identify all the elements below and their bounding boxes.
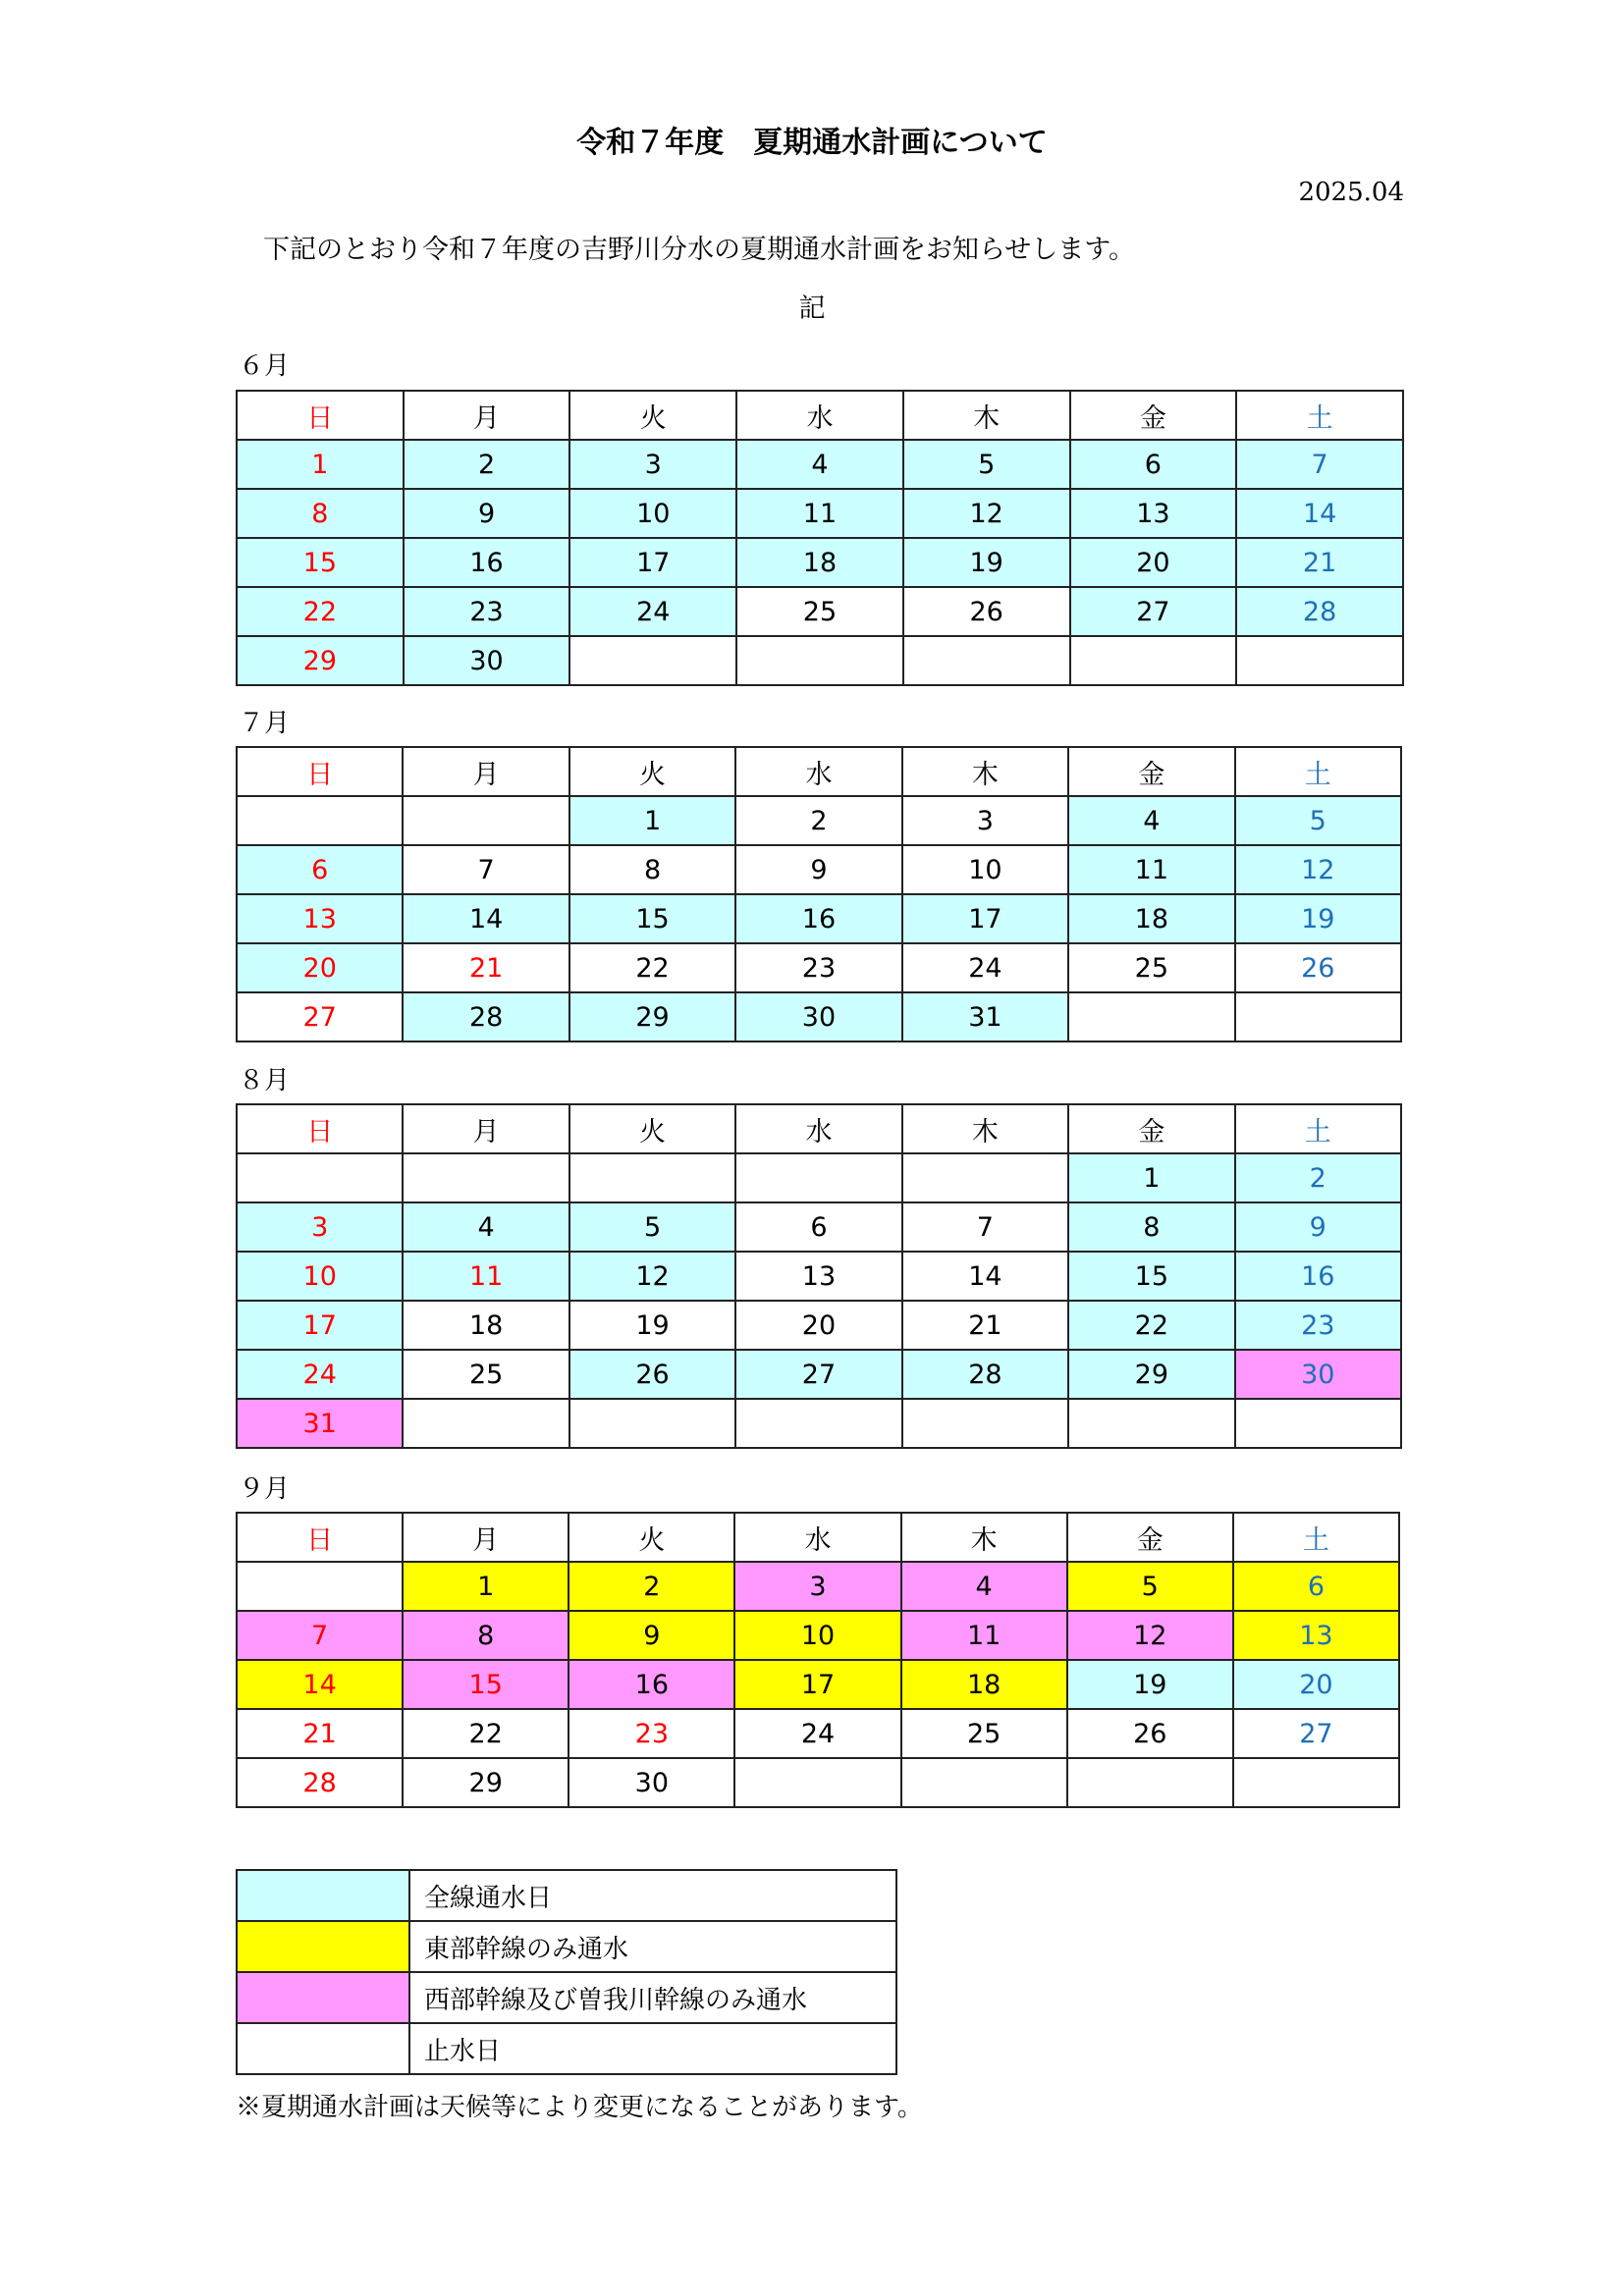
calendar-day-cell bbox=[902, 1399, 1068, 1448]
calendar-week-row bbox=[237, 587, 1403, 636]
calendar-week-row bbox=[237, 1252, 1401, 1301]
calendar-day-cell: 24 bbox=[902, 943, 1068, 992]
calendar-day-cell: 14 bbox=[902, 1252, 1068, 1301]
calendar-day-cell: 25 bbox=[1068, 943, 1234, 992]
calendar-week-row bbox=[237, 1611, 1399, 1660]
calendar-day-cell: 5 bbox=[569, 1202, 735, 1252]
calendar-day-cell: 1 bbox=[403, 1562, 568, 1611]
calendar-day-cell: 6 bbox=[1233, 1562, 1399, 1611]
calendar-day-cell: 29 bbox=[403, 1758, 568, 1807]
calendar-week-row bbox=[237, 796, 1401, 845]
calendar-day-cell: 23 bbox=[1235, 1301, 1401, 1350]
ki-heading: 記 bbox=[798, 294, 826, 324]
calendar-day-cell: 16 bbox=[568, 1660, 734, 1709]
calendar-day-cell: 29 bbox=[1068, 1350, 1234, 1399]
weekday-header: 月 bbox=[404, 391, 570, 440]
calendar-day-cell: 2 bbox=[568, 1562, 734, 1611]
calendar-day-cell: 24 bbox=[734, 1709, 900, 1758]
calendar-day-cell: 3 bbox=[902, 796, 1068, 845]
weekday-header: 木 bbox=[903, 391, 1070, 440]
calendar-day-cell: 29 bbox=[237, 636, 404, 685]
legend-swatch bbox=[237, 2023, 409, 2074]
calendar-day-cell: 12 bbox=[1067, 1611, 1233, 1660]
weekday-header: 土 bbox=[1235, 1104, 1401, 1153]
calendar-day-cell bbox=[735, 1153, 901, 1202]
calendar-day-cell: 3 bbox=[734, 1562, 900, 1611]
calendar-day-cell bbox=[734, 1758, 900, 1807]
calendar-day-cell bbox=[736, 636, 903, 685]
calendar-week-row bbox=[237, 1301, 1401, 1350]
calendar-day-cell: 7 bbox=[237, 1611, 403, 1660]
calendar-day-cell bbox=[1235, 1399, 1401, 1448]
calendar-day-cell: 5 bbox=[903, 440, 1070, 489]
legend-row bbox=[237, 1870, 896, 1921]
calendar-day-cell: 30 bbox=[1235, 1350, 1401, 1399]
calendar-day-cell: 13 bbox=[237, 894, 403, 943]
calendar-day-cell: 25 bbox=[736, 587, 903, 636]
calendar-day-cell: 30 bbox=[568, 1758, 734, 1807]
calendar-day-cell: 16 bbox=[735, 894, 901, 943]
calendar-day-cell bbox=[1067, 1758, 1233, 1807]
calendar-day-cell: 9 bbox=[568, 1611, 734, 1660]
calendar-day-cell bbox=[403, 796, 568, 845]
legend-swatch bbox=[237, 1870, 409, 1921]
month-label: ７月 bbox=[239, 709, 291, 738]
calendar-week-row bbox=[237, 1562, 1399, 1611]
calendar-day-cell: 22 bbox=[403, 1709, 568, 1758]
weekday-header: 土 bbox=[1235, 747, 1401, 796]
calendar-week-row bbox=[237, 992, 1401, 1041]
calendar-day-cell: 4 bbox=[403, 1202, 568, 1252]
calendar-day-cell: 10 bbox=[902, 845, 1068, 894]
calendar-day-cell: 20 bbox=[1233, 1660, 1399, 1709]
calendar-day-cell: 18 bbox=[1068, 894, 1234, 943]
calendar-day-cell: 14 bbox=[1236, 489, 1403, 538]
calendar-day-cell: 11 bbox=[403, 1252, 568, 1301]
weekday-header: 火 bbox=[568, 1513, 734, 1562]
calendar-day-cell: 1 bbox=[237, 440, 404, 489]
calendar-day-cell: 6 bbox=[735, 1202, 901, 1252]
calendar-day-cell bbox=[237, 1562, 403, 1611]
calendar-day-cell: 13 bbox=[1070, 489, 1237, 538]
calendar-day-cell: 8 bbox=[1068, 1202, 1234, 1252]
weekday-header: 日 bbox=[237, 1513, 403, 1562]
calendar-day-cell bbox=[1233, 1758, 1399, 1807]
calendar-day-cell bbox=[569, 1399, 735, 1448]
weekday-header: 木 bbox=[902, 1104, 1068, 1153]
calendar-day-cell: 11 bbox=[736, 489, 903, 538]
weekday-header: 火 bbox=[569, 391, 736, 440]
calendar-day-cell: 23 bbox=[568, 1709, 734, 1758]
calendar-week-row bbox=[237, 1709, 1399, 1758]
calendar-day-cell: 18 bbox=[736, 538, 903, 587]
calendar-week-row bbox=[237, 636, 1403, 685]
calendar-day-cell: 10 bbox=[734, 1611, 900, 1660]
weekday-header: 月 bbox=[403, 747, 568, 796]
legend-row bbox=[237, 1972, 896, 2023]
calendar-day-cell: 8 bbox=[569, 845, 735, 894]
weekday-header-row bbox=[237, 391, 1403, 440]
weekday-header: 金 bbox=[1070, 391, 1237, 440]
calendar-day-cell bbox=[902, 1153, 1068, 1202]
calendar-day-cell: 19 bbox=[903, 538, 1070, 587]
calendar-day-cell: 26 bbox=[1067, 1709, 1233, 1758]
calendar-day-cell: 13 bbox=[735, 1252, 901, 1301]
calendar-day-cell: 9 bbox=[1235, 1202, 1401, 1252]
weekday-header: 日 bbox=[237, 747, 403, 796]
calendar-day-cell bbox=[1068, 992, 1234, 1041]
calendar-table bbox=[236, 1512, 1400, 1808]
calendar-day-cell: 27 bbox=[1070, 587, 1237, 636]
footnote: ※夏期通水計画は天候等により変更になることがあります。 bbox=[236, 2093, 923, 2122]
calendar-day-cell: 10 bbox=[569, 489, 736, 538]
calendar-day-cell: 25 bbox=[403, 1350, 568, 1399]
calendar-day-cell: 28 bbox=[902, 1350, 1068, 1399]
calendar-day-cell: 21 bbox=[1236, 538, 1403, 587]
calendar-day-cell: 7 bbox=[403, 845, 568, 894]
calendar-day-cell: 28 bbox=[1236, 587, 1403, 636]
weekday-header: 土 bbox=[1236, 391, 1403, 440]
calendar-day-cell: 4 bbox=[1068, 796, 1234, 845]
calendar-day-cell: 27 bbox=[237, 992, 403, 1041]
calendar-day-cell: 17 bbox=[569, 538, 736, 587]
weekday-header: 水 bbox=[735, 747, 901, 796]
calendar-day-cell: 9 bbox=[735, 845, 901, 894]
calendar-day-cell: 20 bbox=[735, 1301, 901, 1350]
calendar-day-cell: 12 bbox=[569, 1252, 735, 1301]
calendar-week-row bbox=[237, 894, 1401, 943]
calendar-day-cell: 2 bbox=[1235, 1153, 1401, 1202]
calendar-day-cell: 7 bbox=[1236, 440, 1403, 489]
calendar-day-cell bbox=[237, 796, 403, 845]
calendar-day-cell: 12 bbox=[903, 489, 1070, 538]
calendar-day-cell: 25 bbox=[901, 1709, 1067, 1758]
calendar-day-cell: 18 bbox=[403, 1301, 568, 1350]
legend-label: 止水日 bbox=[409, 2023, 896, 2074]
weekday-header: 木 bbox=[901, 1513, 1067, 1562]
calendar-day-cell: 17 bbox=[902, 894, 1068, 943]
calendar-week-row bbox=[237, 1399, 1401, 1448]
calendar-day-cell: 17 bbox=[237, 1301, 403, 1350]
weekday-header: 火 bbox=[569, 747, 735, 796]
calendar-day-cell: 15 bbox=[569, 894, 735, 943]
calendar-day-cell: 1 bbox=[569, 796, 735, 845]
calendar-day-cell: 29 bbox=[569, 992, 735, 1041]
calendar-day-cell: 12 bbox=[1235, 845, 1401, 894]
calendar-day-cell: 28 bbox=[237, 1758, 403, 1807]
calendar-day-cell: 26 bbox=[903, 587, 1070, 636]
calendar-day-cell: 15 bbox=[237, 538, 404, 587]
calendar-day-cell: 10 bbox=[237, 1252, 403, 1301]
document-date: 2025.04 bbox=[1298, 178, 1404, 207]
calendar-day-cell: 14 bbox=[403, 894, 568, 943]
month-label: ８月 bbox=[239, 1066, 291, 1095]
calendar-table bbox=[236, 1103, 1402, 1449]
calendar-day-cell: 21 bbox=[403, 943, 568, 992]
calendar-week-row bbox=[237, 1153, 1401, 1202]
calendar-day-cell: 28 bbox=[403, 992, 568, 1041]
calendar-day-cell: 8 bbox=[403, 1611, 568, 1660]
calendar-week-row bbox=[237, 943, 1401, 992]
calendar-day-cell: 2 bbox=[404, 440, 570, 489]
calendar-day-cell: 31 bbox=[902, 992, 1068, 1041]
calendar-day-cell: 4 bbox=[901, 1562, 1067, 1611]
calendar-day-cell: 23 bbox=[404, 587, 570, 636]
calendar-day-cell: 22 bbox=[237, 587, 404, 636]
calendar-day-cell: 19 bbox=[569, 1301, 735, 1350]
weekday-header: 金 bbox=[1068, 747, 1234, 796]
legend-table bbox=[236, 1869, 897, 2075]
calendar-day-cell: 20 bbox=[1070, 538, 1237, 587]
calendar-day-cell bbox=[1070, 636, 1237, 685]
weekday-header: 金 bbox=[1068, 1104, 1234, 1153]
calendar-day-cell: 30 bbox=[735, 992, 901, 1041]
page-title: 令和７年度 夏期通水計画について bbox=[576, 126, 1048, 160]
calendar-day-cell bbox=[1068, 1399, 1234, 1448]
calendar-day-cell: 2 bbox=[735, 796, 901, 845]
calendar-day-cell bbox=[1235, 992, 1401, 1041]
calendar-day-cell: 8 bbox=[237, 489, 404, 538]
calendar-day-cell: 17 bbox=[734, 1660, 900, 1709]
calendar-day-cell: 4 bbox=[736, 440, 903, 489]
calendar-day-cell: 6 bbox=[1070, 440, 1237, 489]
calendar-day-cell bbox=[1236, 636, 1403, 685]
calendar-day-cell bbox=[569, 636, 736, 685]
weekday-header: 水 bbox=[735, 1104, 901, 1153]
calendar-day-cell: 3 bbox=[237, 1202, 403, 1252]
month-label: ６月 bbox=[239, 351, 291, 381]
legend-row bbox=[237, 1921, 896, 1972]
calendar-day-cell: 18 bbox=[901, 1660, 1067, 1709]
legend-swatch bbox=[237, 1921, 409, 1972]
calendar-week-row bbox=[237, 1758, 1399, 1807]
calendar-day-cell: 6 bbox=[237, 845, 403, 894]
weekday-header: 木 bbox=[902, 747, 1068, 796]
calendar-day-cell bbox=[237, 1153, 403, 1202]
calendar-week-row bbox=[237, 845, 1401, 894]
weekday-header: 日 bbox=[237, 1104, 403, 1153]
calendar-day-cell: 3 bbox=[569, 440, 736, 489]
month-label: ９月 bbox=[239, 1474, 291, 1504]
weekday-header-row bbox=[237, 747, 1401, 796]
calendar-week-row bbox=[237, 1660, 1399, 1709]
calendar-day-cell: 19 bbox=[1067, 1660, 1233, 1709]
weekday-header: 水 bbox=[736, 391, 903, 440]
weekday-header: 火 bbox=[569, 1104, 735, 1153]
calendar-week-row bbox=[237, 440, 1403, 489]
calendar-day-cell: 15 bbox=[1068, 1252, 1234, 1301]
legend-row bbox=[237, 2023, 896, 2074]
calendar-day-cell bbox=[403, 1153, 568, 1202]
legend-swatch bbox=[237, 1972, 409, 2023]
calendar-day-cell: 26 bbox=[1235, 943, 1401, 992]
calendar-day-cell bbox=[735, 1399, 901, 1448]
calendar-day-cell: 22 bbox=[569, 943, 735, 992]
weekday-header: 月 bbox=[403, 1104, 568, 1153]
calendar-day-cell: 27 bbox=[735, 1350, 901, 1399]
calendar-day-cell: 14 bbox=[237, 1660, 403, 1709]
calendar-day-cell: 11 bbox=[901, 1611, 1067, 1660]
calendar-day-cell: 19 bbox=[1235, 894, 1401, 943]
weekday-header-row bbox=[237, 1513, 1399, 1562]
weekday-header: 金 bbox=[1067, 1513, 1233, 1562]
calendar-day-cell: 20 bbox=[237, 943, 403, 992]
calendar-day-cell: 21 bbox=[237, 1709, 403, 1758]
calendar-day-cell: 13 bbox=[1233, 1611, 1399, 1660]
calendar-week-row bbox=[237, 1350, 1401, 1399]
legend-label: 西部幹線及び曽我川幹線のみ通水 bbox=[409, 1972, 896, 2023]
calendar-day-cell: 7 bbox=[902, 1202, 1068, 1252]
calendar-table bbox=[236, 746, 1402, 1042]
calendar-day-cell: 30 bbox=[404, 636, 570, 685]
calendar-day-cell: 27 bbox=[1233, 1709, 1399, 1758]
calendar-day-cell bbox=[903, 636, 1070, 685]
weekday-header: 日 bbox=[237, 391, 404, 440]
calendar-day-cell: 5 bbox=[1067, 1562, 1233, 1611]
calendar-day-cell: 31 bbox=[237, 1399, 403, 1448]
calendar-day-cell bbox=[569, 1153, 735, 1202]
calendar-day-cell bbox=[901, 1758, 1067, 1807]
calendar-day-cell: 16 bbox=[1235, 1252, 1401, 1301]
calendar-table bbox=[236, 390, 1404, 686]
weekday-header-row bbox=[237, 1104, 1401, 1153]
calendar-week-row bbox=[237, 538, 1403, 587]
calendar-week-row bbox=[237, 489, 1403, 538]
calendar-day-cell: 15 bbox=[403, 1660, 568, 1709]
calendar-day-cell: 24 bbox=[237, 1350, 403, 1399]
legend-label: 東部幹線のみ通水 bbox=[409, 1921, 896, 1972]
calendar-day-cell: 22 bbox=[1068, 1301, 1234, 1350]
weekday-header: 月 bbox=[403, 1513, 568, 1562]
calendar-day-cell bbox=[403, 1399, 568, 1448]
intro-text: 下記のとおり令和７年度の吉野川分水の夏期通水計画をお知らせします。 bbox=[263, 235, 1136, 265]
calendar-day-cell: 26 bbox=[569, 1350, 735, 1399]
calendar-day-cell: 5 bbox=[1235, 796, 1401, 845]
calendar-day-cell: 16 bbox=[404, 538, 570, 587]
legend-label: 全線通水日 bbox=[409, 1870, 896, 1921]
calendar-day-cell: 21 bbox=[902, 1301, 1068, 1350]
weekday-header: 土 bbox=[1233, 1513, 1399, 1562]
calendar-week-row bbox=[237, 1202, 1401, 1252]
weekday-header: 水 bbox=[734, 1513, 900, 1562]
calendar-day-cell: 24 bbox=[569, 587, 736, 636]
calendar-day-cell: 1 bbox=[1068, 1153, 1234, 1202]
calendar-day-cell: 9 bbox=[404, 489, 570, 538]
calendar-day-cell: 11 bbox=[1068, 845, 1234, 894]
calendar-day-cell: 23 bbox=[735, 943, 901, 992]
